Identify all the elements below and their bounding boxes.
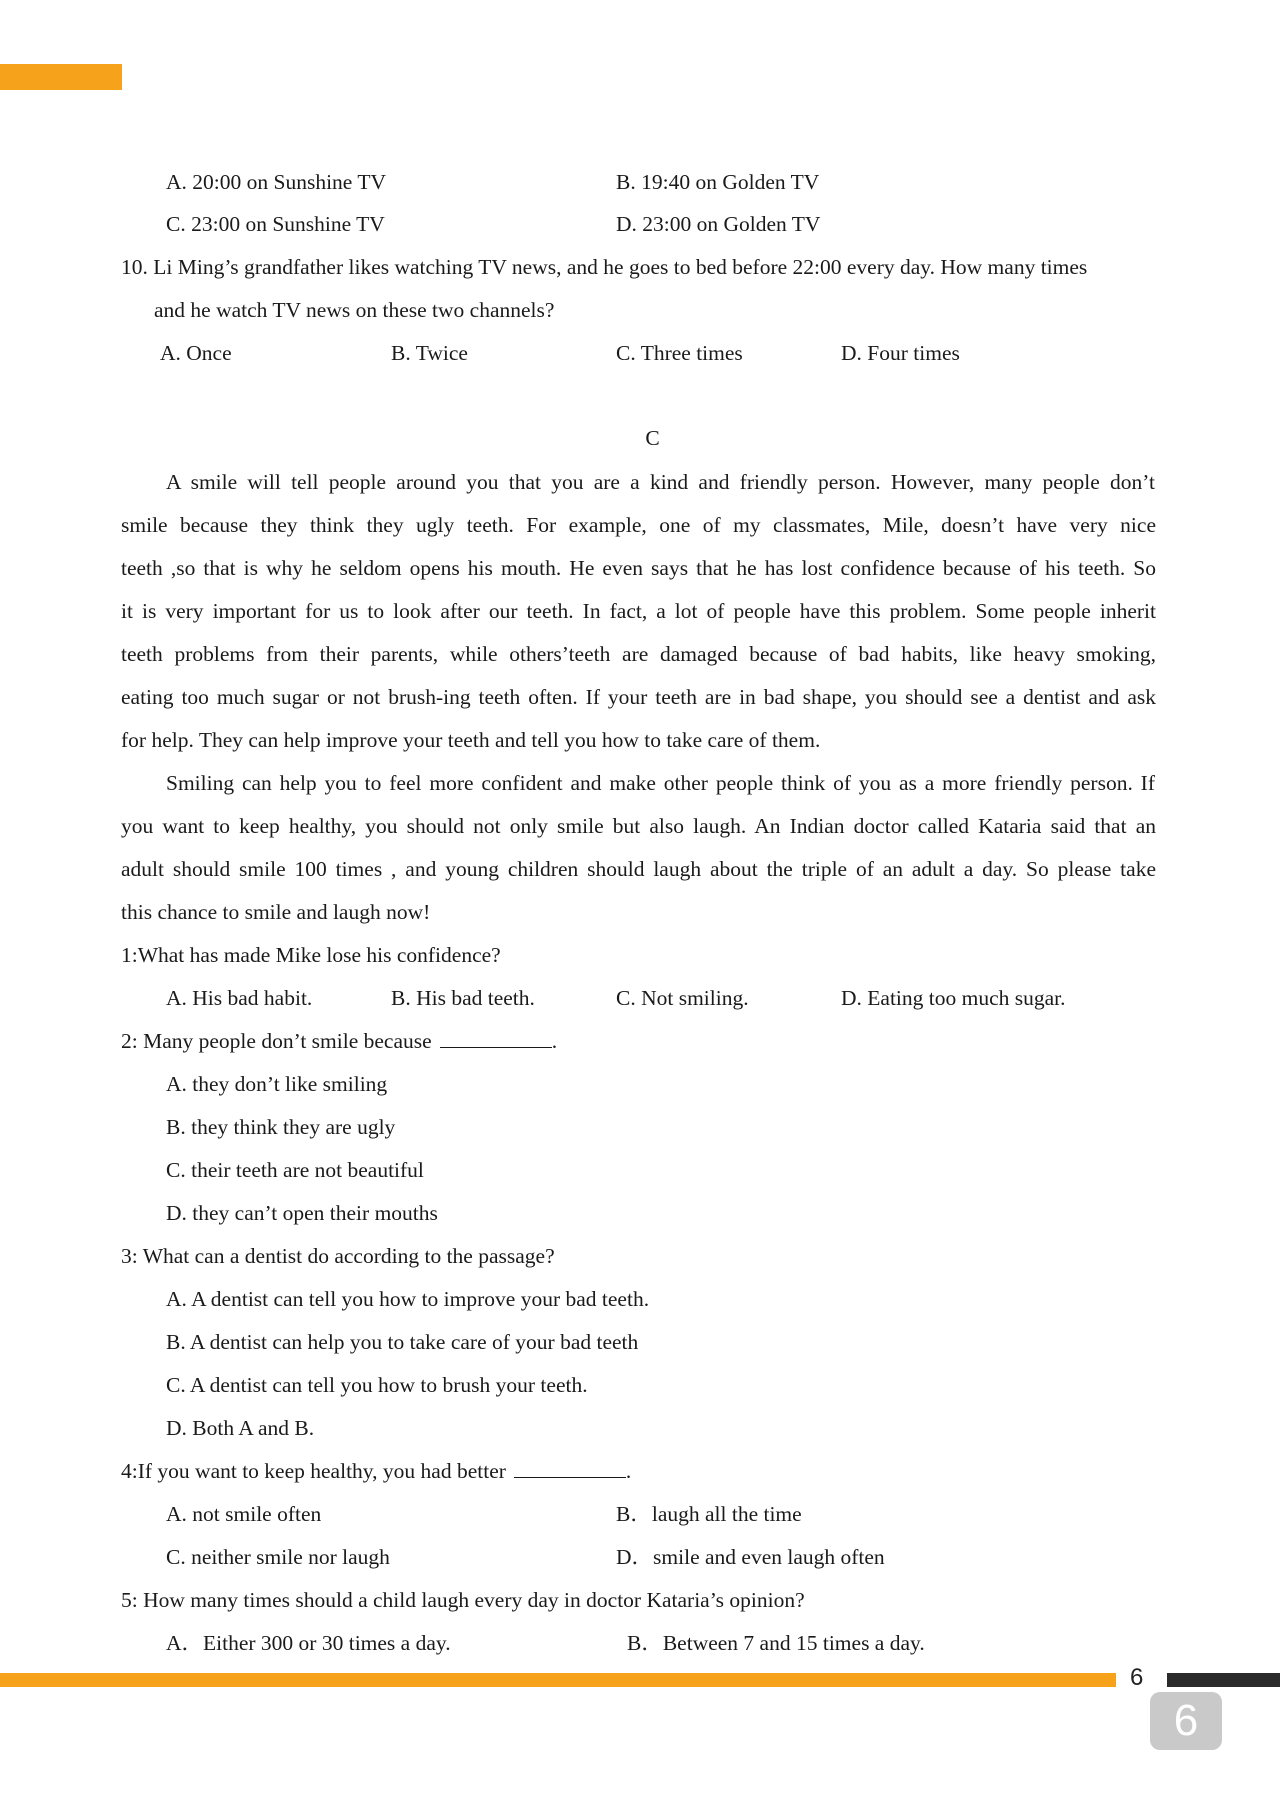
q3-option-b: B. A dentist can help you to take care of your bad teeth [166,1330,639,1354]
section-heading: C [645,426,660,450]
q4-stem-text: 4:If you want to keep healthy, you had better [121,1459,506,1483]
q10-stem-line2: and he watch TV news on these two channels? [154,298,555,322]
passage-p1-line: smile because they think they ugly teeth. For example, one of my classmates, Mile, doesn’t have very nice [121,513,1156,537]
q10-option-a: A. Once [160,341,232,365]
q4-answer-blank [514,1457,626,1478]
q5-stem: 5: How many times should a child laugh every day in doctor Kataria’s opinion? [121,1588,805,1612]
q2-option-b: B. they think they are ugly [166,1115,396,1139]
passage-p2-line: Smiling can help you to feel more confident and make other people think of you as a more friendly person. If [166,771,1155,795]
q2-option-d: D. they can’t open their mouths [166,1201,438,1225]
q4-option-c: C. neither smile nor laugh [166,1545,390,1569]
q10-stem-line1: 10. Li Ming’s grandfather likes watching TV news, and he goes to bed before 22:00 every day. How many times [121,255,1088,279]
footer-dark-bar [1167,1673,1280,1687]
passage-p1-line: it is very important for us to look after our teeth. In fact, a lot of people have this problem. Some people inherit [121,599,1156,623]
passage-p2-line: adult should smile 100 times , and young children should laugh about the triple of an adult a day. So please take [121,857,1156,881]
passage-p1-line: A smile will tell people around you that you are a kind and friendly person. However, many people don’t [166,470,1155,494]
header-accent-bar [0,64,122,90]
footer-accent-bar [0,1673,1116,1687]
q4-option-d: D．smile and even laugh often [616,1545,885,1569]
passage-p1-line: for help. They can help improve your teeth and tell you how to take care of them. [121,728,821,752]
q9-option-b: B. 19:40 on Golden TV [616,170,820,194]
q10-option-b: B. Twice [391,341,468,365]
q4-option-a: A. not smile often [166,1502,322,1526]
q9-option-a: A. 20:00 on Sunshine TV [166,170,386,194]
page-number: 6 [1130,1664,1144,1691]
q10-option-c: C. Three times [616,341,743,365]
q1-option-c: C. Not smiling. [616,986,749,1010]
q3-option-c: C. A dentist can tell you how to brush your teeth. [166,1373,588,1397]
passage-p2-line: you want to keep healthy, you should not only smile but also laugh. An Indian doctor called Kataria said that an [121,814,1156,838]
q1-option-a: A. His bad habit. [166,986,313,1010]
page-number-badge: 6 [1150,1692,1222,1750]
q3-stem: 3: What can a dentist do according to the passage? [121,1244,555,1268]
q4-stem-end: . [625,1459,632,1483]
q2-option-a: A. they don’t like smiling [166,1072,388,1096]
passage-p1-line: teeth ,so that is why he seldom opens his mouth. He even says that he has lost confidence because of his teeth. So [121,556,1156,580]
passage-p1-line: eating too much sugar or not brush-ing teeth often. If your teeth are in bad shape, you should see a dentist and ask [121,685,1156,709]
q4-stem [121,1457,631,1485]
q3-option-d: D. Both A and B. [166,1416,315,1440]
q2-option-c: C. their teeth are not beautiful [166,1158,424,1182]
q1-option-b: B. His bad teeth. [391,986,535,1010]
q5-option-a: A．Either 300 or 30 times a day. [166,1631,451,1655]
q1-stem: 1:What has made Mike lose his confidence? [121,943,501,967]
q10-option-d: D. Four times [841,341,960,365]
passage-p1-line: teeth problems from their parents, while others’teeth are damaged because of bad habits, like heavy smoking, [121,642,1156,666]
q2-stem-text: 2: Many people don’t smile because [121,1029,432,1053]
q9-option-d: D. 23:00 on Golden TV [616,212,821,236]
q2-answer-blank [440,1027,552,1048]
q5-option-b: B．Between 7 and 15 times a day. [627,1631,925,1655]
q4-option-b: B．laugh all the time [616,1502,802,1526]
q2-stem-end: . [551,1029,558,1053]
passage-p2-line: this chance to smile and laugh now! [121,900,431,924]
q3-option-a: A. A dentist can tell you how to improve your bad teeth. [166,1287,650,1311]
q2-stem [121,1027,557,1055]
q9-option-c: C. 23:00 on Sunshine TV [166,212,385,236]
q1-option-d: D. Eating too much sugar. [841,986,1066,1010]
